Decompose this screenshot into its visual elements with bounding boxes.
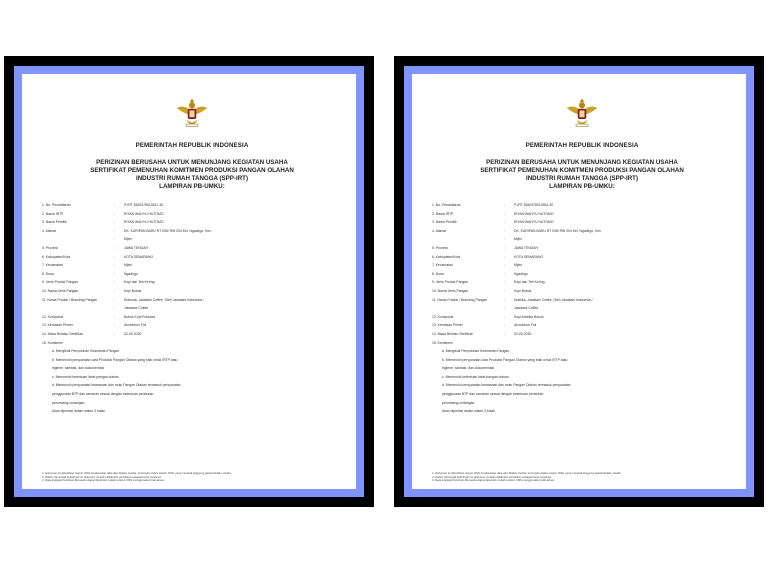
field-row (42, 332, 342, 341)
field-separator: : (114, 288, 115, 293)
field-separator: : (504, 271, 505, 276)
field-value: DK. KURIPAN BARU RT 005/ RW 004 Kel. Ngadirgo, Kec. (514, 228, 602, 233)
field-row (432, 280, 732, 289)
field-separator: : (504, 297, 505, 302)
field-label: 8. Desa (42, 271, 54, 276)
title-line: INDUSTRI RUMAH TANGGA (SPP-IRT) (135, 175, 249, 182)
commitment-text: penggunaan BTP dan cemaran sesuai dengan ketentuan peraturan (52, 392, 154, 397)
field-value: DK. KURIPAN BARU RT 005/ RW 004 Kel. Ngadirgo, Kec. (124, 228, 212, 233)
field-separator: : (504, 228, 505, 233)
commitment-item (432, 358, 732, 367)
field-label: 3. Nama Pemilik (42, 220, 67, 225)
field-row (432, 298, 732, 307)
commitment-text: b. Memenuhi persyaratan cara Produksi Pangan Olahan yang baik untuk IRTP atau (442, 357, 568, 362)
field-separator: : (504, 306, 505, 311)
field-value: Mijen (514, 237, 523, 242)
field-value: Arabika, Jawatani Coffee, Oleh Jawatani Indonesia / (514, 297, 593, 302)
field-value: KOTA SEMARANG (124, 254, 154, 259)
field-row (42, 203, 342, 212)
field-row (42, 315, 342, 324)
commitment-item (432, 392, 732, 401)
field-row (42, 289, 342, 298)
title-line: INDUSTRI RUMAH TANGGA (SPP-IRT) (525, 175, 639, 182)
commitment-item (42, 349, 342, 358)
document-title (432, 159, 732, 191)
footer-notes (432, 472, 732, 483)
commitment-item (432, 401, 732, 410)
field-label: 2. Nama IRTP (42, 211, 64, 216)
field-value: Kopi dan Teh Kering (124, 280, 155, 285)
government-title: PEMERINTAH REPUBLIK INDONESIA (135, 142, 249, 149)
field-value: Robusta, Jawatani Coffee, Oleh Jawatani Indonesia / (124, 297, 204, 302)
field-row (42, 220, 342, 229)
field-row (432, 341, 732, 350)
field-label: 2. Nama IRTP (432, 211, 454, 216)
footer-line: 2. Dalam hal terjadi kekeliruan isi dokumen ini akan dilakukan perbaikan sebagaimana mestinya. (42, 474, 162, 479)
field-label: 12. Komposisi (42, 314, 64, 319)
field-label: 4. Alamat (432, 228, 447, 233)
commitment-text: c. Memenuhi ketentuan label pangan olahan. (442, 374, 510, 379)
commitment-item (42, 401, 342, 410)
commitment-text: perundang-undangan. (52, 400, 86, 405)
commitment-text: a. Mengikuti Penyuluhan Keamanan Pangan. (442, 349, 511, 354)
field-label: 13. Kemasan Primer (432, 323, 463, 328)
field-value: P-IRT 5360378012554-30 (514, 203, 554, 207)
footer-line: 3. Data lengkap Perizinan Berusaha dapat diperoleh melalui sistem OSS menggunakan hak akses. (42, 478, 165, 483)
field-label: 6. Kabupaten/Kota (42, 254, 71, 259)
field-separator: : (114, 228, 115, 233)
field-separator: : (504, 203, 505, 207)
field-value: RIYAN WAHYU HUTOMO (124, 211, 164, 216)
field-value: Bubuk Kopi Robusta (124, 314, 155, 319)
footer-line: 3. Data lengkap Perizinan Berusaha dapat diperoleh melalui sistem OSS menggunakan hak akses. (432, 478, 555, 483)
field-label: 3. Nama Pemilik (432, 220, 457, 225)
certificate-page-right (412, 74, 746, 489)
field-label: 15. Komitmen (42, 340, 63, 345)
title-line: SERTIFIKAT PEMENUHAN KOMITMEN PRODUKSI PANGAN OLAHAN (480, 167, 684, 174)
field-value: Kopi Bubuk (124, 288, 142, 293)
field-row (432, 306, 732, 315)
field-label: 8. Desa (432, 271, 444, 276)
commitment-item (42, 375, 342, 384)
field-label: 13. Kemasan Primer (42, 323, 73, 328)
field-row (42, 306, 342, 315)
field-label: 10. Nama Jenis Pangan (42, 288, 79, 293)
title-line: PERIZINAN BERUSAHA UNTUK MENUNJANG KEGIATAN USAHA (486, 159, 678, 166)
title-line: PERIZINAN BERUSAHA UNTUK MENUNJANG KEGIATAN USAHA (96, 159, 288, 166)
title-line: SERTIFIKAT PEMENUHAN KOMITMEN PRODUKSI PANGAN OLAHAN (90, 167, 294, 174)
field-value: RIYAN WAHYU HUTOMO (514, 220, 554, 225)
certificate-page-left (22, 74, 356, 489)
field-separator: : (504, 211, 505, 216)
field-row (432, 255, 732, 264)
field-separator: : (504, 280, 505, 285)
field-value: Ngadirgo (124, 271, 138, 276)
field-value: Jawatani Coffee (514, 306, 539, 311)
field-row (42, 237, 342, 246)
field-separator: : (114, 254, 115, 259)
commitment-text: higiene, sanitasi, dan dokumentasi (442, 366, 495, 371)
field-value: JAWA TENGAH (514, 245, 538, 250)
field-separator: : (504, 314, 505, 319)
field-label: 11. Nama Produk / Branding Pangan (432, 297, 488, 302)
field-separator: : (114, 331, 115, 336)
field-row (432, 272, 732, 281)
field-value: JAWA TENGAH (124, 245, 148, 250)
document-title (42, 159, 342, 191)
field-separator: : (504, 237, 505, 242)
field-label: 7. Kecamatan (432, 263, 453, 268)
field-separator: : (114, 323, 115, 328)
commitment-item (432, 383, 732, 392)
field-separator: : (114, 203, 115, 207)
field-row (432, 246, 732, 255)
field-row (42, 229, 342, 238)
commitment-text: higiene, sanitasi, dan dokumentasi (52, 366, 105, 371)
commitment-text: d. Memenuhi persyaratan keamanan dan mutu Pangan Olahan termasuk persyaratan (52, 383, 181, 388)
field-value: Jawatani Coffee (124, 306, 149, 311)
field-row (42, 263, 342, 272)
commitment-text: a. Mengikuti Penyuluhan Keamanan Pangan. (52, 349, 121, 354)
field-row (432, 229, 732, 238)
field-value: P-IRT 5360378012541-30 (124, 203, 164, 207)
field-value: Kopi dan Teh Kering (514, 280, 545, 285)
field-row (432, 203, 732, 212)
field-separator: : (114, 314, 115, 319)
field-separator: : (114, 237, 115, 242)
field-separator: : (114, 297, 115, 302)
field-row (42, 341, 342, 350)
field-row (432, 323, 732, 332)
commitment-item (432, 375, 732, 384)
field-label: 5. Provinsi (42, 245, 58, 250)
field-separator: : (114, 263, 115, 268)
field-value: Kopi Bubuk (514, 288, 532, 293)
commitment-text: penggunaan BTP dan cemaran sesuai dengan ketentuan peraturan (442, 392, 544, 397)
field-label: 11. Nama Produk / Branding Pangan (42, 297, 98, 302)
field-label: 6. Kabupaten/Kota (432, 254, 461, 259)
field-separator: : (504, 288, 505, 293)
page-border-right (404, 66, 754, 497)
field-separator: : (504, 254, 505, 259)
field-value: RIYAN WAHYU HUTOMO (514, 211, 554, 216)
field-separator: : (504, 245, 505, 250)
government-title: PEMERINTAH REPUBLIK INDONESIA (525, 142, 639, 149)
field-row (42, 255, 342, 264)
commitment-item (42, 392, 342, 401)
field-value: RIYAN WAHYU HUTOMO (124, 220, 164, 225)
field-row (432, 212, 732, 221)
field-row (432, 263, 732, 272)
fields-list (42, 203, 342, 418)
field-separator: : (114, 211, 115, 216)
field-value: Kopi Arabika Bubuk (514, 314, 544, 319)
field-label: 14. Masa Berlaku Sertifikat (432, 331, 473, 336)
title-line: LAMPIRAN PB-UMKU: (159, 183, 225, 190)
field-value: Aluminium Foil (514, 323, 537, 328)
field-value: KOTA SEMARANG (514, 254, 544, 259)
field-row (42, 298, 342, 307)
field-separator: : (504, 331, 505, 336)
field-separator: : (114, 306, 115, 311)
commitment-text: c. Memenuhi ketentuan label pangan olahan. (52, 374, 120, 379)
garuda-emblem-icon (175, 96, 209, 130)
field-row (42, 246, 342, 255)
field-row (42, 280, 342, 289)
footer-line: 2. Dalam hal terjadi kekeliruan isi dokumen ini akan dilakukan perbaikan sebagaimana mestinya. (432, 474, 552, 479)
commitment-item (42, 383, 342, 392)
inspection-note: Akan diperiksi dalam waktu 3 bulan (52, 409, 106, 414)
footer-line: 1. Dokumen ini diterbitkan sistem OSS berdasarkan data dari Pelaku Usaha, tersimpan dalam sistem OSS, yang menjadi tanggung jawab Pelaku Usaha (432, 471, 621, 476)
field-separator: : (504, 220, 505, 225)
field-separator: : (114, 245, 115, 250)
field-label: 10. Nama Jenis Pangan (432, 288, 469, 293)
inspection-note: Akan diperiksi dalam waktu 3 bulan (442, 409, 496, 414)
field-row (432, 289, 732, 298)
commitment-text: b. Memenuhi persyaratan cara Produksi Pangan Olahan yang baik untuk IRTP atau (52, 357, 178, 362)
field-label: 5. Provinsi (432, 245, 448, 250)
commitment-text: perundang-undangan. (442, 400, 476, 405)
fields-list (432, 203, 732, 418)
field-label: 4. Alamat (42, 228, 57, 233)
field-label: 14. Masa Berlaku Sertifikat (42, 331, 83, 336)
field-label: 9. Jenis Produk Pangan (42, 280, 79, 285)
field-value: Mijen (124, 263, 133, 268)
field-separator: : (114, 220, 115, 225)
page-frame-left (4, 56, 374, 507)
garuda-emblem-icon (565, 96, 599, 130)
page-frame-right (394, 56, 764, 507)
footer-notes (42, 472, 342, 483)
field-separator: : (114, 271, 115, 276)
field-value: 02-09-2030 (514, 331, 532, 336)
field-value: Ngadirgo (514, 271, 528, 276)
commitment-item (432, 366, 732, 375)
field-label: 9. Jenis Produk Pangan (432, 280, 469, 285)
field-value: Mijen (514, 263, 523, 268)
page-border-left (14, 66, 364, 497)
field-row (432, 332, 732, 341)
field-row (432, 237, 732, 246)
field-row (42, 212, 342, 221)
title-line: LAMPIRAN PB-UMKU: (549, 183, 615, 190)
field-label: 1. No. Pendaftaran (432, 203, 461, 207)
field-label: 15. Komitmen (432, 340, 453, 345)
field-row (432, 220, 732, 229)
commitment-item (432, 349, 732, 358)
commitment-text: d. Memenuhi persyaratan keamanan dan mutu Pangan Olahan termasuk persyaratan (442, 383, 571, 388)
field-row (42, 323, 342, 332)
field-label: 1. No. Pendaftaran (42, 203, 71, 207)
field-separator: : (504, 263, 505, 268)
field-label: 12. Komposisi (432, 314, 454, 319)
footer-line: 1. Dokumen ini diterbitkan sistem OSS berdasarkan data dari Pelaku Usaha, tersimpan dalam sistem OSS, yang menjadi tanggung jawab Pelaku Usaha (42, 471, 231, 476)
field-label: 7. Kecamatan (42, 263, 63, 268)
commitment-item (42, 366, 342, 375)
commitment-item (42, 358, 342, 367)
field-row (42, 272, 342, 281)
field-value: Aluminium Foil (124, 323, 147, 328)
field-separator: : (504, 323, 505, 328)
field-separator: : (114, 280, 115, 285)
field-row (432, 315, 732, 324)
field-value: Mijen (124, 237, 133, 242)
field-value: 02-09-2030 (124, 331, 142, 336)
